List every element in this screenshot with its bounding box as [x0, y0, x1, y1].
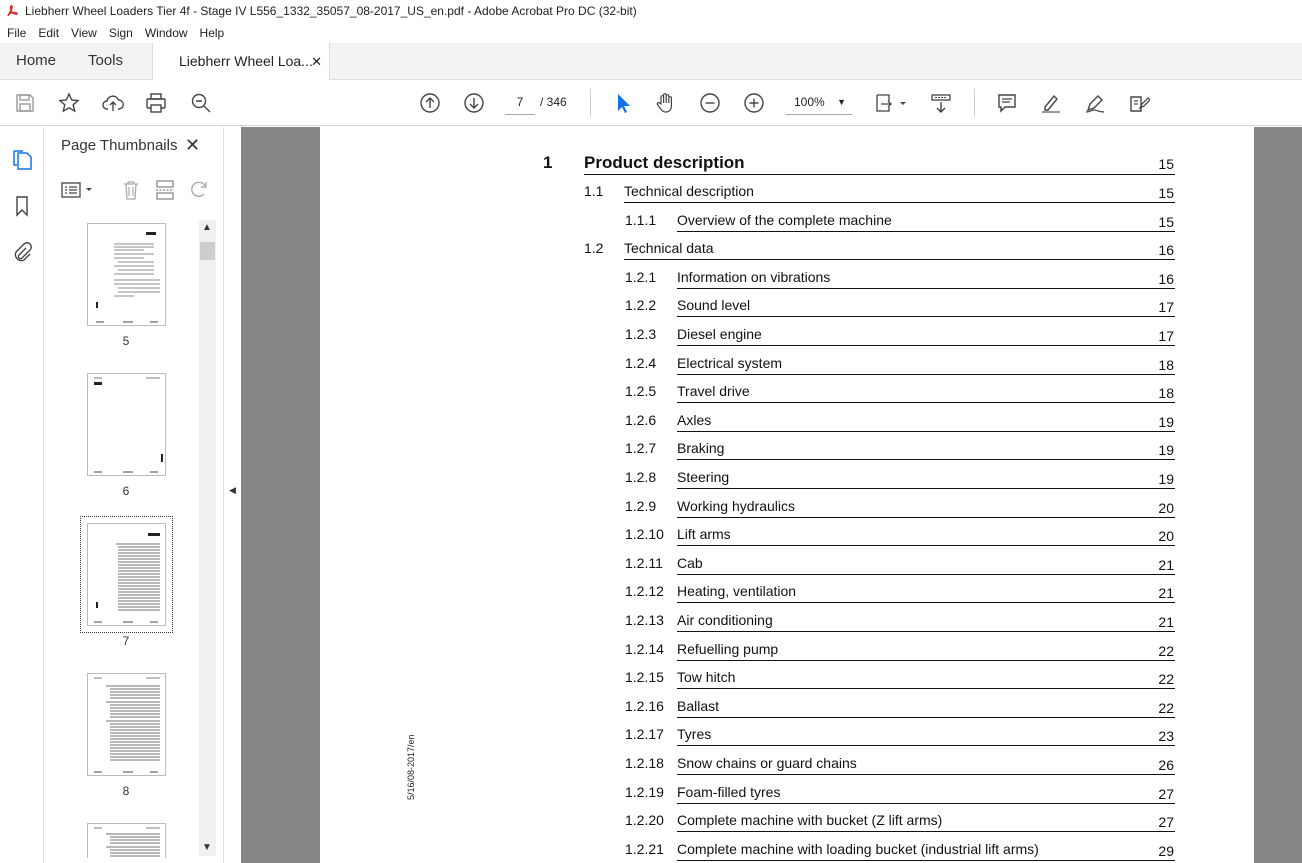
toc-entry-underline — [677, 459, 1175, 460]
thumbnail-preview — [88, 824, 166, 858]
toc-entry-title: Foam-filled tyres — [677, 783, 781, 800]
toc-entry-title: Information on vibrations — [677, 268, 831, 285]
toc-entry-number: 1.2.4 — [625, 354, 657, 371]
toc-entry-page: 22 — [1158, 642, 1174, 659]
toc-entry-page: 19 — [1158, 471, 1174, 487]
chapter-number: 1 — [543, 153, 553, 172]
toc-entry-underline — [677, 402, 1175, 403]
thumbnail-preview — [88, 674, 166, 776]
rotate-page-icon[interactable] — [189, 179, 209, 201]
toc-entry-number: 1.2.1 — [625, 268, 657, 285]
panel-title: Page Thumbnails — [61, 137, 178, 154]
toc-entry-title: Air conditioning — [677, 612, 773, 628]
zoom-value: 100% — [794, 95, 825, 109]
page-display-icon[interactable] — [873, 91, 909, 115]
menu-sign[interactable]: Sign — [108, 25, 133, 40]
toc-entry-title: Technical description — [624, 183, 754, 199]
toc-entry-page: 27 — [1158, 785, 1174, 802]
title-bar — [0, 0, 1302, 22]
toc-entry-title: Complete machine with bucket (Z lift arms) — [677, 812, 943, 829]
toc-entry-title: Braking — [677, 440, 725, 457]
zoom-select[interactable] — [786, 89, 852, 115]
viewer-margin — [1254, 127, 1302, 863]
toc-entry-title: Travel drive — [677, 383, 750, 400]
draw-pen-icon[interactable] — [1083, 91, 1107, 115]
fill-sign-icon[interactable] — [1127, 91, 1151, 115]
extract-page-icon[interactable] — [155, 179, 175, 201]
chapter-page: 15 — [1158, 156, 1174, 172]
toc-entry-title: Tow hitch — [677, 669, 736, 686]
toc-entry-page: 22 — [1158, 671, 1174, 688]
menu-view[interactable]: View — [71, 25, 97, 40]
thumbnails-scrollbar[interactable] — [199, 220, 216, 856]
toc-entry-underline — [624, 202, 1175, 203]
print-icon[interactable] — [144, 91, 168, 115]
toc-entry-title: Steering — [677, 469, 730, 485]
toc-entry-title: Snow chains or guard chains — [677, 755, 857, 771]
toc-entry-number: 1.2 — [584, 240, 604, 257]
toc-entry-underline — [677, 345, 1175, 346]
page-thumbnail[interactable] — [87, 673, 166, 776]
toc-entry-number: 1.2.9 — [625, 497, 657, 514]
close-tab-icon[interactable]: ✕ — [311, 54, 322, 69]
toc-entry-page: 19 — [1158, 442, 1174, 459]
toc-entry-underline — [677, 374, 1175, 375]
toc-entry-page: 21 — [1158, 585, 1174, 602]
thumbnail-label: 8 — [122, 784, 130, 798]
toc-entry-underline — [677, 602, 1175, 603]
tab-document[interactable] — [152, 43, 330, 80]
toc-entry-page: 21 — [1158, 556, 1174, 573]
page-number-input[interactable]: 7 — [505, 89, 535, 115]
toc-entry-underline — [677, 545, 1175, 546]
toc-entry-number: 1.2.15 — [625, 669, 664, 686]
toc-entry-title: Complete machine with loading bucket (industrial lift arms) — [677, 840, 1039, 857]
toc-entry-title: Technical data — [624, 240, 714, 257]
toc-entry-title: Cab — [677, 554, 703, 571]
toc-entry-title: Electrical system — [677, 354, 783, 371]
toc-entry-underline — [677, 803, 1175, 804]
window-title: Liebherr Wheel Loaders Tier 4f - Stage IV L556_1332_35057_08-2017_US_en.pdf - Adobe Acrobat Pro DC (32-bit) — [25, 4, 637, 18]
select-cursor-icon[interactable] — [610, 91, 634, 115]
zoom-in-icon[interactable] — [742, 91, 766, 115]
toc-entry-number: 1.2.20 — [625, 812, 664, 829]
zoom-search-icon[interactable] — [189, 91, 213, 115]
toc-entry-title: Sound level — [677, 297, 751, 314]
toc-entry-title: Working hydraulics — [677, 497, 796, 514]
toc-entry-page: 27 — [1158, 814, 1174, 831]
toc-entry-page: 17 — [1158, 299, 1174, 316]
menu-window[interactable]: Window — [144, 25, 188, 40]
toc-entry-underline — [677, 288, 1175, 289]
page-total: / 346 — [540, 95, 567, 109]
toc-entry-underline — [677, 660, 1175, 661]
page-thumbnails-icon[interactable] — [11, 149, 33, 171]
comment-icon[interactable] — [995, 91, 1019, 115]
toolbar-divider — [590, 89, 591, 117]
toc-entry-page: 29 — [1158, 842, 1174, 859]
toc-entry-number: 1.1 — [584, 183, 604, 199]
thumbnail-label: 6 — [122, 484, 130, 498]
toc-entry-underline — [677, 717, 1175, 718]
zoom-out-icon[interactable] — [698, 91, 722, 115]
hand-tool-icon[interactable] — [654, 91, 678, 115]
toc-entry-underline — [624, 259, 1175, 260]
attachment-icon[interactable] — [11, 241, 33, 263]
page-side-code: 5/16/08-2017/en — [406, 734, 416, 800]
toc-entry-underline — [677, 631, 1175, 632]
page-thumbnail[interactable] — [87, 223, 166, 326]
toc-entry-number: 1.2.2 — [625, 297, 657, 314]
document-page — [320, 127, 1254, 863]
scroll-mode-icon[interactable] — [929, 91, 953, 115]
toc-entry-page: 15 — [1158, 185, 1174, 201]
page-thumbnail[interactable] — [87, 373, 166, 476]
toc-entry-page: 20 — [1158, 499, 1174, 516]
toc-entry-underline — [677, 231, 1175, 232]
collapse-left-icon[interactable]: ◀ — [229, 485, 236, 495]
delete-page-icon[interactable] — [121, 179, 141, 201]
toc-entry-number: 1.2.11 — [625, 554, 663, 571]
tab-bar — [0, 43, 1302, 80]
toc-entry-underline — [677, 488, 1175, 489]
toc-entry-number: 1.2.5 — [625, 383, 657, 400]
scroll-down-icon[interactable]: ▼ — [202, 842, 212, 853]
toc-entry-number: 1.2.12 — [625, 583, 664, 600]
toc-entry-number: 1.2.3 — [625, 326, 657, 342]
page-thumbnail[interactable] — [87, 823, 166, 858]
toc-entry-number: 1.2.18 — [625, 755, 664, 771]
menu-file[interactable]: File — [7, 25, 27, 40]
toc-entry-underline — [677, 316, 1175, 317]
toc-entry-underline — [677, 431, 1175, 432]
tab-home[interactable]: Home — [16, 52, 57, 69]
save-icon[interactable] — [13, 91, 37, 115]
upload-cloud-icon[interactable] — [101, 91, 125, 115]
toc-entry-page: 20 — [1158, 528, 1174, 545]
toc-entry-number: 1.2.17 — [625, 726, 664, 743]
left-rail — [0, 127, 44, 863]
toc-entry-page: 23 — [1158, 728, 1174, 745]
toc-entry-underline — [677, 745, 1175, 746]
toc-entry-page: 19 — [1158, 413, 1174, 430]
page-thumbnail-selected[interactable] — [87, 523, 166, 626]
toc-entry-title: Refuelling pump — [677, 640, 779, 657]
chapter-title: Product description — [584, 153, 745, 172]
scrollbar-thumb[interactable] — [200, 242, 215, 260]
panel-collapse-handle[interactable] — [223, 127, 241, 863]
chapter-underline — [584, 174, 1175, 175]
toc-entry-underline — [677, 517, 1175, 518]
thumbnail-preview — [88, 524, 166, 626]
toc-entry-underline — [677, 831, 1175, 832]
toc-entry-page: 26 — [1158, 757, 1174, 773]
panel-toolbar — [45, 175, 223, 205]
bookmark-icon[interactable] — [11, 195, 33, 217]
menu-bar — [0, 22, 1302, 43]
toc-entry-page: 16 — [1158, 242, 1174, 259]
toc-entry-page: 18 — [1158, 356, 1174, 373]
toc-entry-underline — [677, 774, 1175, 775]
toc-entry-number: 1.2.16 — [625, 697, 664, 714]
toolbar-divider — [974, 89, 975, 117]
toc-entry-title: Axles — [677, 411, 712, 428]
toc-entry-title: Tyres — [677, 726, 712, 743]
toc-entry-title: Diesel engine — [677, 326, 762, 342]
toc-entry-number: 1.2.10 — [625, 526, 664, 543]
toc-entry-page: 22 — [1158, 699, 1174, 716]
thumbnail-preview — [88, 374, 166, 476]
toc-entry-number: 1.2.8 — [625, 469, 657, 485]
toc-entry-number: 1.2.21 — [625, 840, 664, 857]
toc-entry-number: 1.1.1 — [625, 211, 657, 228]
toc-entry-underline — [677, 688, 1175, 689]
toc-entry-title: Lift arms — [677, 526, 731, 543]
toc-entry-number: 1.2.7 — [625, 440, 657, 457]
thumbnail-options-icon[interactable] — [61, 181, 95, 199]
toc-entry-underline — [677, 574, 1175, 575]
toc-entry-title: Heating, ventilation — [677, 583, 797, 600]
chevron-down-icon: ▼ — [837, 97, 846, 107]
acrobat-icon — [5, 4, 19, 18]
toc-entry-title: Overview of the complete machine — [677, 211, 892, 228]
toc-entry-number: 1.2.13 — [625, 612, 664, 628]
toc-entry-page: 18 — [1158, 385, 1174, 402]
toc-entry-page: 17 — [1158, 328, 1174, 344]
menu-edit[interactable]: Edit — [38, 25, 60, 40]
close-panel-icon[interactable]: ✕ — [185, 135, 201, 155]
thumbnail-label: 7 — [122, 634, 130, 648]
toc-entry-number: 1.2.19 — [625, 783, 664, 800]
thumbnail-preview — [88, 224, 166, 326]
toc-entry-page: 16 — [1158, 270, 1174, 287]
toc-entry-number: 1.2.14 — [625, 640, 664, 657]
next-page-icon[interactable] — [462, 91, 486, 115]
star-icon[interactable] — [57, 91, 81, 115]
scroll-up-icon[interactable]: ▲ — [202, 222, 212, 233]
toc-entry-number: 1.2.6 — [625, 411, 657, 428]
menu-help[interactable]: Help — [199, 25, 225, 40]
previous-page-icon[interactable] — [418, 91, 442, 115]
tab-document-label: Liebherr Wheel Loa... — [179, 53, 313, 69]
thumbnail-label: 5 — [122, 334, 130, 348]
toolbar — [0, 80, 1302, 126]
tab-tools[interactable]: Tools — [88, 52, 124, 69]
toc-entry-underline — [677, 860, 1175, 861]
toc-entry-page: 21 — [1158, 614, 1174, 630]
toc-entry-title: Ballast — [677, 697, 720, 714]
toc-entry-page: 15 — [1158, 213, 1174, 230]
highlight-icon[interactable] — [1039, 91, 1063, 115]
